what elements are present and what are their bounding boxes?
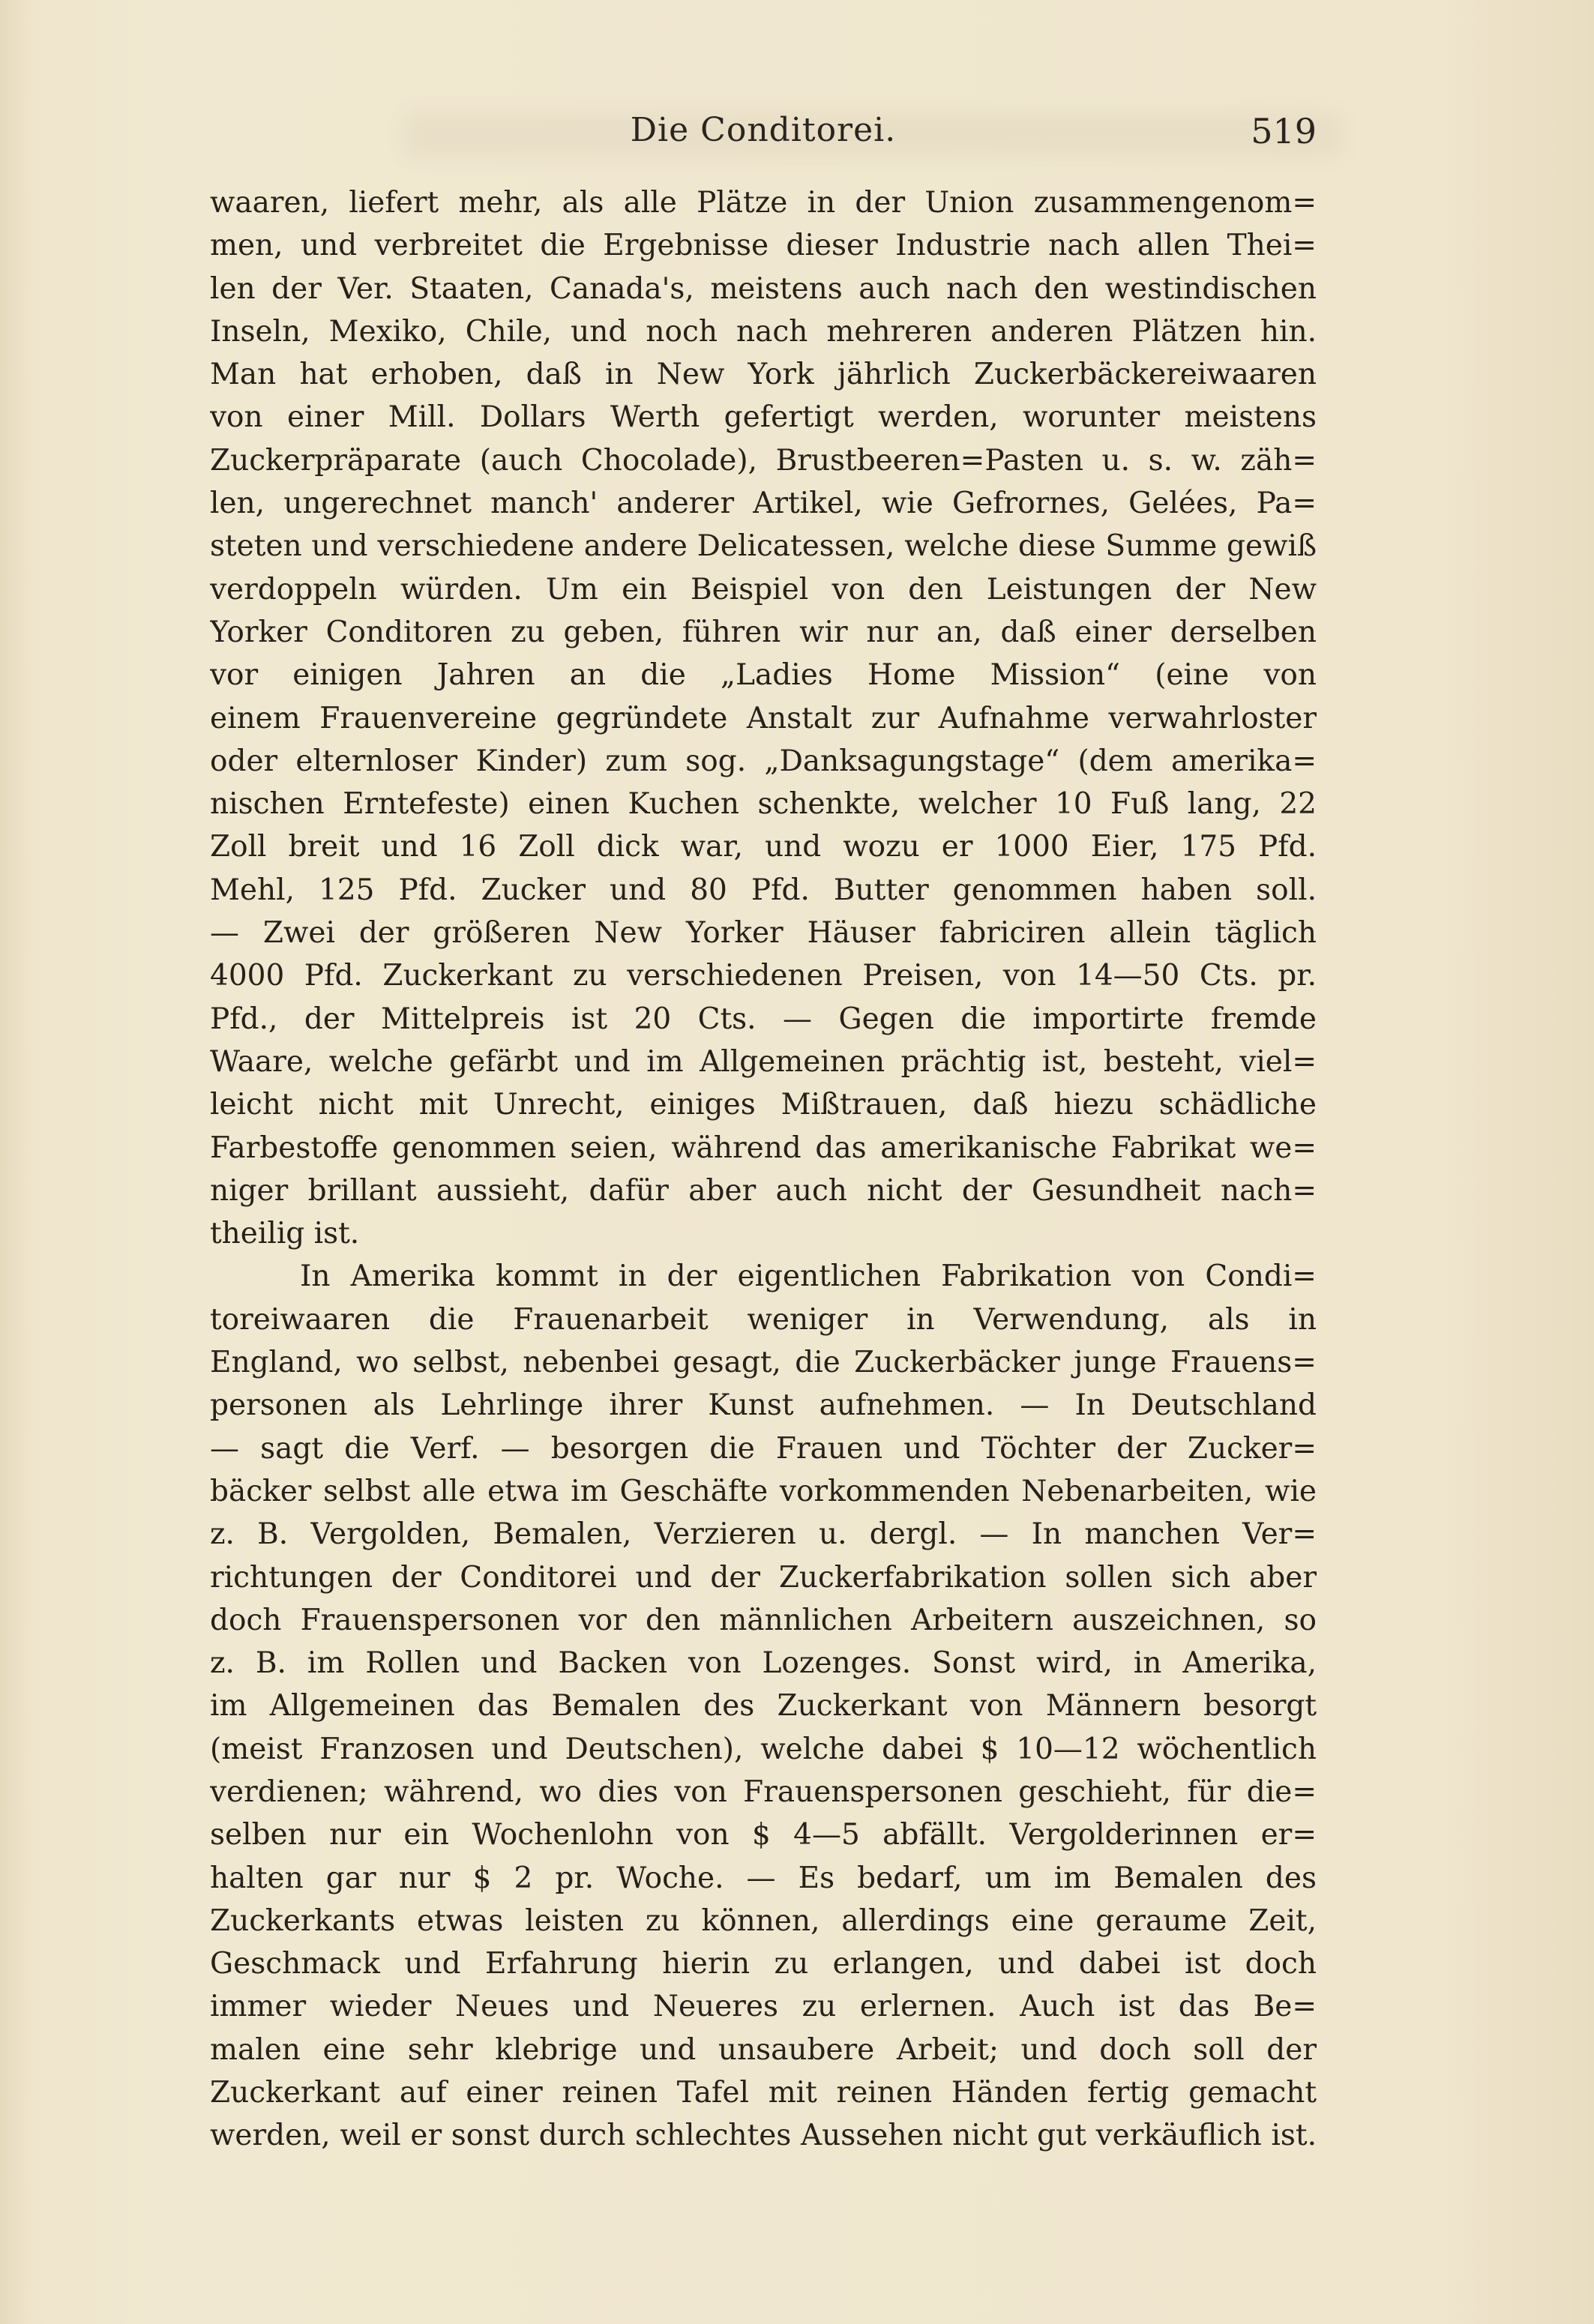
text-line: werden, weil er sonst durch schlechtes Aussehen nicht gut verkäuflich ist. xyxy=(210,2119,1317,2153)
text-line: niger brillant aussieht, dafür aber auch nicht der Gesundheit nach= xyxy=(210,1173,1317,1208)
text-line: steten und verschiedene andere Delicatessen, welche diese Summe gewiß xyxy=(210,529,1317,564)
page-header xyxy=(210,111,1317,163)
page-number: 519 xyxy=(1251,111,1317,151)
text-line: Zoll breit und 16 Zoll dick war, und wozu er 1000 Eier, 175 Pfd. xyxy=(210,830,1317,864)
text-line: personen als Lehrlinge ihrer Kunst aufnehmen. — In Deutschland xyxy=(210,1388,1317,1423)
text-line: waaren, liefert mehr, als alle Plätze in der Union zusammengenom= xyxy=(210,186,1317,220)
text-line: Zuckerpräparate (auch Chocolade), Brustbeeren=Pasten u. s. w. zäh= xyxy=(210,443,1317,478)
text-line: — Zwei der größeren New Yorker Häuser fabriciren allein täglich xyxy=(210,916,1317,951)
text-line: toreiwaaren die Frauenarbeit weniger in Verwendung, als in xyxy=(210,1302,1317,1337)
text-line: Zuckerkants etwas leisten zu können, allerdings eine geraume Zeit, xyxy=(210,1903,1317,1938)
text-line: verdienen; während, wo dies von Frauenspersonen geschieht, für die= xyxy=(210,1774,1317,1809)
text-line: Pfd., der Mittelpreis ist 20 Cts. — Gegen die importirte fremde xyxy=(210,1002,1317,1036)
text-line: Zuckerkant auf einer reinen Tafel mit reinen Händen fertig gemacht xyxy=(210,2076,1317,2110)
text-line: (meist Franzosen und Deutschen), welche dabei $ 10—12 wöchentlich xyxy=(210,1732,1317,1766)
text-line: doch Frauenspersonen vor den männlichen Arbeitern auszeichnen, so xyxy=(210,1603,1317,1637)
paragraph-end-line: theilig ist. xyxy=(210,1217,360,1251)
text-line: verdoppeln würden. Um ein Beispiel von den Leistungen der New xyxy=(210,572,1317,606)
text-line: nischen Erntefeste) einen Kuchen schenkte, welcher 10 Fuß lang, 22 xyxy=(210,787,1317,822)
text-line: Inseln, Mexiko, Chile, und noch nach mehreren anderen Plätzen hin. xyxy=(210,314,1317,349)
text-line: men, und verbreitet die Ergebnisse dieser Industrie nach allen Thei= xyxy=(210,229,1317,263)
text-line: Farbestoffe genommen seien, während das amerikanische Fabrikat we= xyxy=(210,1131,1317,1165)
text-line: immer wieder Neues und Neueres zu erlernen. Auch ist das Be= xyxy=(210,1990,1317,2024)
text-line: oder elternloser Kinder) zum sog. „Danksagungstage“ (dem amerika= xyxy=(210,744,1317,778)
text-line: Waare, welche gefärbt und im Allgemeinen prächtig ist, besteht, viel= xyxy=(210,1044,1317,1079)
text-line: Yorker Conditoren zu geben, führen wir nur an, daß einer derselben xyxy=(210,615,1317,649)
text-line: England, wo selbst, nebenbei gesagt, die Zuckerbäcker junge Frauens= xyxy=(210,1346,1317,1380)
text-line: von einer Mill. Dollars Werth gefertigt werden, worunter meistens xyxy=(210,400,1317,435)
text-line: len, ungerechnet manch' anderer Artikel, wie Gefrornes, Gelées, Pa= xyxy=(210,487,1317,521)
text-line: selben nur ein Wochenlohn von $ 4—5 abfällt. Vergolderinnen er= xyxy=(210,1818,1317,1852)
text-line: z. B. im Rollen und Backen von Lozenges. Sonst wird, in Amerika, xyxy=(210,1646,1317,1681)
running-head: Die Conditorei. xyxy=(630,111,897,149)
text-line: Geschmack und Erfahrung hierin zu erlangen, und dabei ist doch xyxy=(210,1947,1317,1981)
text-line: z. B. Vergolden, Bemalen, Verzieren u. dergl. — In manchen Ver= xyxy=(210,1517,1317,1552)
text-line: Mehl, 125 Pfd. Zucker und 80 Pfd. Butter genommen haben soll. xyxy=(210,873,1317,907)
text-line: einem Frauenvereine gegründete Anstalt zur Aufnahme verwahrloster xyxy=(210,701,1317,735)
text-line: richtungen der Conditorei und der Zuckerfabrikation sollen sich aber xyxy=(210,1560,1317,1595)
paragraph-start-line: In Amerika kommt in der eigentlichen Fabrikation von Condi= xyxy=(300,1259,1317,1294)
text-line: len der Ver. Staaten, Canada's, meistens auch nach den westindischen xyxy=(210,271,1317,306)
text-line: halten gar nur $ 2 pr. Woche. — Es bedarf, um im Bemalen des xyxy=(210,1861,1317,1895)
text-line: bäcker selbst alle etwa im Geschäfte vorkommenden Nebenarbeiten, wie xyxy=(210,1474,1317,1508)
text-line: vor einigen Jahren an die „Ladies Home Mission“ (eine von xyxy=(210,658,1317,693)
body-text xyxy=(210,181,1317,2158)
text-line: Man hat erhoben, daß in New York jährlich Zuckerbäckereiwaaren xyxy=(210,358,1317,392)
text-line: 4000 Pfd. Zuckerkant zu verschiedenen Preisen, von 14—50 Cts. pr. xyxy=(210,959,1317,993)
text-line: im Allgemeinen das Bemalen des Zuckerkant von Männern besorgt xyxy=(210,1689,1317,1724)
text-line: leicht nicht mit Unrecht, einiges Mißtrauen, daß hiezu schädliche xyxy=(210,1088,1317,1122)
text-line: — sagt die Verf. — besorgen die Frauen und Töchter der Zucker= xyxy=(210,1431,1317,1466)
text-line: malen eine sehr klebrige und unsaubere Arbeit; und doch soll der xyxy=(210,2032,1317,2067)
